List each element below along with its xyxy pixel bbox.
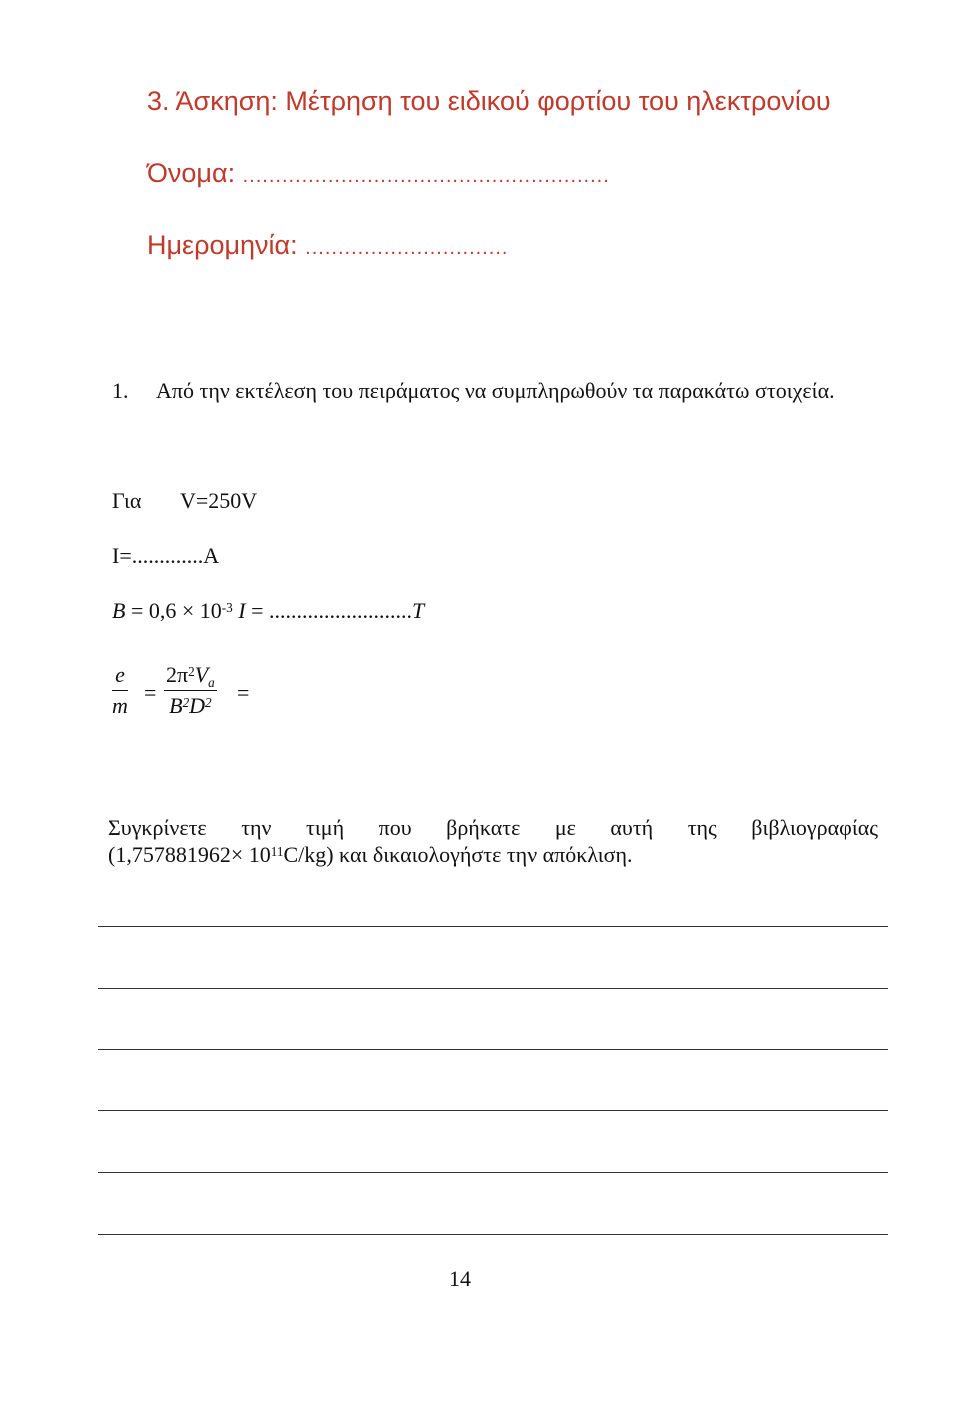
name-label: Όνομα:	[147, 158, 236, 188]
em-denominator: $B^2D^2$	[169, 693, 212, 718]
equals-sign-1: =	[144, 680, 157, 705]
current-field[interactable]: I=.............A	[112, 543, 220, 568]
date-field[interactable]	[147, 230, 508, 261]
answer-line[interactable]	[98, 1234, 888, 1235]
date-label: Ημερομηνία:	[147, 230, 298, 260]
question-number: 1.	[112, 378, 129, 403]
answer-line[interactable]	[98, 1049, 888, 1050]
page-number: 14	[449, 1266, 471, 1291]
for-label: Για	[112, 488, 142, 513]
answer-line[interactable]	[98, 926, 888, 927]
question-1	[112, 378, 835, 404]
answer-line[interactable]	[98, 1172, 888, 1173]
voltage-value: V=250V	[180, 488, 258, 513]
e-symbol: e	[115, 662, 125, 687]
m-symbol: m	[112, 693, 128, 718]
exercise-title: 3. Άσκηση: Μέτρηση του ειδικού φορτίου του ηλεκτρονίου	[147, 86, 831, 116]
em-fraction-left	[112, 662, 128, 719]
answer-line[interactable]	[98, 1110, 888, 1111]
i-symbol: I	[238, 598, 246, 623]
em-numerator: $2\pi^2V_a$	[166, 662, 215, 690]
em-fraction-right	[164, 662, 217, 719]
date-dots: ...............................	[305, 237, 509, 259]
answer-line[interactable]	[98, 988, 888, 989]
b-dots: = ..........................	[251, 598, 413, 623]
compare-line-2: $(1,757881962\times 10^{11}C/kg)$ και δικαιολογήστε την απόκλιση.	[108, 842, 633, 867]
compare-line-1: Συγκρίνετε την τιμή που βρήκατε με αυτή της βιβλιογραφίας	[108, 815, 878, 840]
question-text: Από την εκτέλεση του πειράματος να συμπληρωθούν τα παρακάτω στοιχεία.	[156, 378, 835, 403]
b-exponent: -3	[221, 600, 233, 616]
name-dots: ........................................................	[242, 165, 610, 187]
equals-sign-2: =	[237, 680, 250, 705]
formula-b[interactable]	[112, 598, 424, 624]
tesla-unit: T	[412, 598, 425, 623]
name-field[interactable]	[147, 158, 610, 189]
b-equation: = 0,6 × 10	[130, 598, 222, 623]
b-symbol: B	[112, 598, 126, 623]
